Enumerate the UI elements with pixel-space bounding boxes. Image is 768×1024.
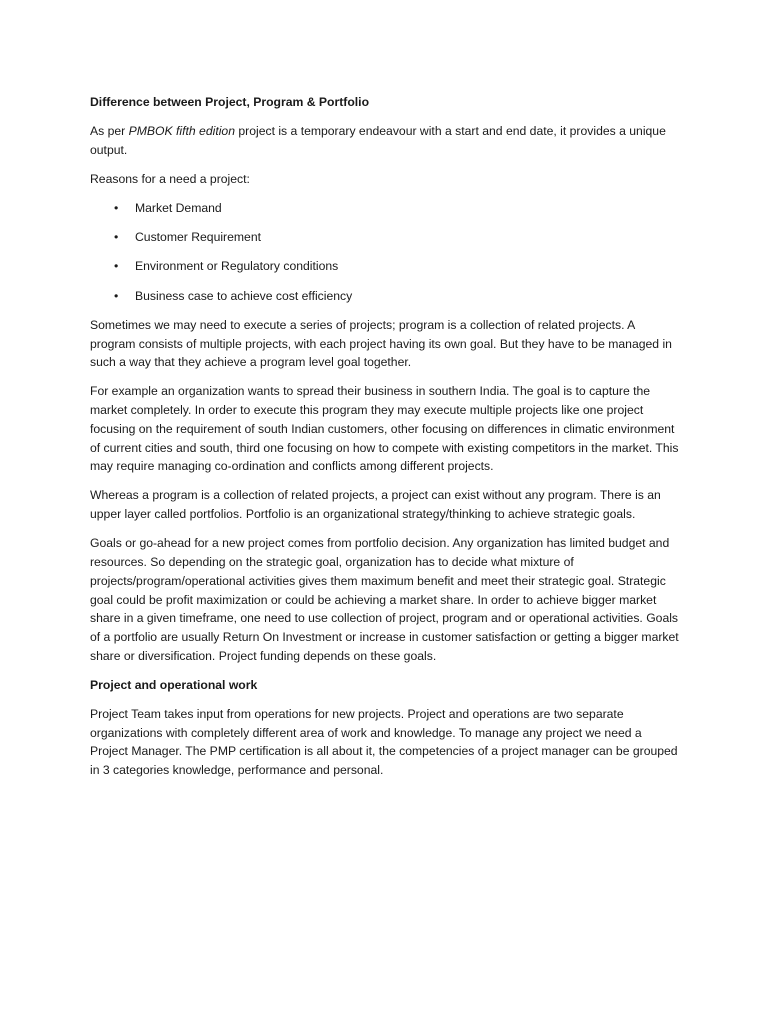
portfolio-paragraph: Whereas a program is a collection of related projects, a project can exist without any program. There is an upper layer called portfolios. Portfolio is an organizational strategy/thinking to achieve strategic goals. <box>90 488 661 522</box>
intro-text-before: As per <box>90 123 129 138</box>
list-item <box>90 257 682 276</box>
bullet-icon: • <box>114 229 119 244</box>
intro-italic-text: PMBOK fifth edition <box>128 123 235 138</box>
bullet-icon: • <box>114 288 119 303</box>
section-heading-operational-work: Project and operational work <box>90 678 258 693</box>
list-item-text: Market Demand <box>135 200 222 215</box>
section-heading-difference: Difference between Project, Program & Portfolio <box>90 95 370 109</box>
list-item-text: Customer Requirement <box>135 229 261 244</box>
program-paragraph: Sometimes we may need to execute a series of projects; program is a collection of related projects. A program consists of multiple projects, with each project having its own goal. But they have to be managed in such a way that they achieve a program level goal together. <box>90 317 672 370</box>
intro-text-after: project is a temporary endeavour with a start and end date, it provides a unique output. <box>90 123 666 157</box>
reasons-label: Reasons for a need a project: <box>90 171 250 186</box>
goals-paragraph: Goals or go-ahead for a new project comes from portfolio decision. Any organization has limited budget and resources. So depending on the strategic goal, organization has to decide what mixture of projects/program/operational activities gives them maximum benefit and meet their strategic goal. Strategic goal could be profit maximization or could be achieving a market share. In order to achieve bigger market share in a given timeframe, one need to use collection of project, program and or operational activities. Goals of a portfolio are usually Return On Investment or increase in customer satisfaction or getting a bigger market share or diversification. Project funding depends on these goals. <box>90 536 679 664</box>
document-page <box>90 93 682 790</box>
list-item <box>90 287 682 306</box>
example-paragraph: For example an organization wants to spread their business in southern India. The goal is to capture the market completely. In order to execute this program they may execute multiple projects like one project focusing on the requirement of south Indian customers, other focusing on differences in climatic environment of current cities and south, third one focusing on how to compete with existing competitors in the market. This may require managing co-ordination and conflicts among different projects. <box>90 384 679 474</box>
closing-paragraph: Project Team takes input from operations for new projects. Project and operations are two separate organizations with completely different area of work and knowledge. To manage any project we need a Project Manager. The PMP certification is all about it, the competencies of a project manager can be grouped in 3 categories knowledge, performance and personal. <box>90 706 678 778</box>
list-item <box>90 199 682 218</box>
list-item <box>90 228 682 247</box>
intro-paragraph <box>90 122 682 160</box>
reasons-list <box>90 199 682 306</box>
bullet-icon: • <box>114 200 119 215</box>
bullet-icon: • <box>114 259 119 274</box>
list-item-text: Business case to achieve cost efficiency <box>135 288 353 303</box>
list-item-text: Environment or Regulatory conditions <box>135 259 339 274</box>
